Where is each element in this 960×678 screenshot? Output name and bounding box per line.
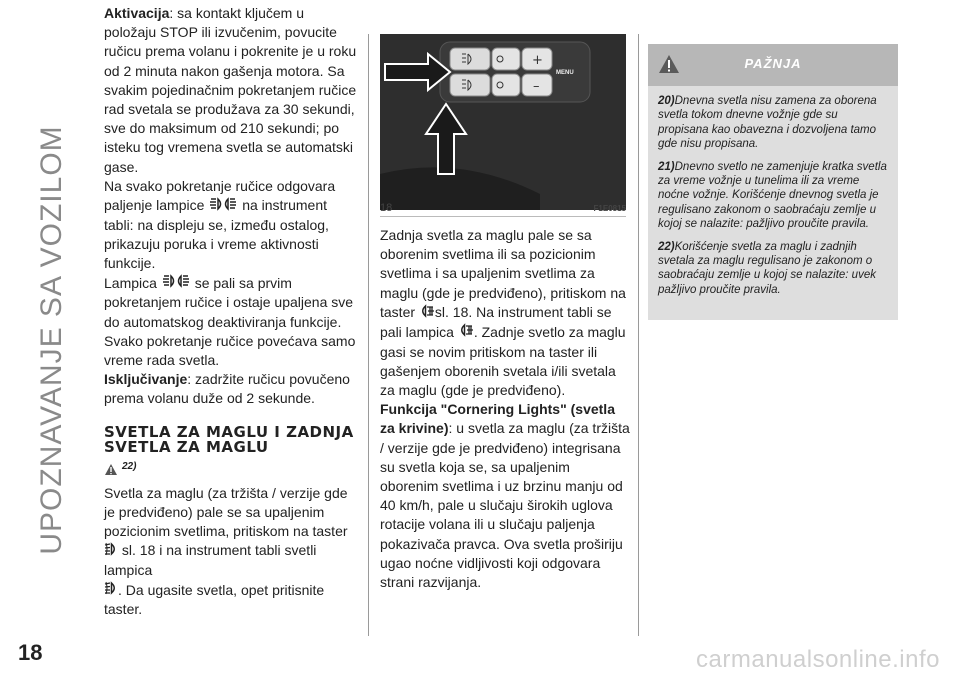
warning-box <box>648 44 898 320</box>
figure-caption <box>380 200 626 217</box>
warning-note-text: Dnevno svetlo ne zamenjuje kratka svetla za vreme vožnje u tunelima ili za vreme noćne vožnje. Korišćenje dnevnog svetla je regulisano zakonom o saobraćaju zemlje u kojoj se nalazite: pažljivo proučite pravila. <box>658 160 887 231</box>
figure-code: F1E0815 <box>593 204 626 213</box>
svg-text:+: + <box>532 53 543 68</box>
warning-notes <box>648 86 898 297</box>
menu-label: MENU <box>556 70 574 76</box>
activation-text: : sa kontakt ključem u položaju STOP ili izvučenim, povucite ručicu prema volanu i pokrenite je u roku od 2 minuta nakon gašenja motora. Sa svakim pojedinačnim pokretanjem ručice rad svetala se produžava za 30 sekundi, sve do maksimum od 210 sekundi; po isteku tog vremena svetla se automatski gase. <box>104 5 357 175</box>
rear-fog-icon <box>419 304 435 323</box>
rear-fog-text-a: Zadnja svetla za maglu pale se sa oborenim svetlima ili sa pozicionim svetlima i sa upaljenim svetlima za maglu (gde je predviđeno), pritiskom na taster <box>380 227 626 320</box>
rear-fog-lamp-icon <box>458 323 474 342</box>
text-column-2 <box>380 226 632 592</box>
watermark: carmanualsonline.info <box>696 646 940 673</box>
warning-note-number: 20) <box>658 95 675 107</box>
front-fog-text-a: Svetla za maglu (za tržišta / verzije gde je predviđeno) pale se sa upaljenim pozicionim svetlima, pritiskom na taster <box>104 484 348 540</box>
figure-number: 18 <box>380 202 393 214</box>
deactivation-label: Isključivanje <box>104 371 188 388</box>
warning-note <box>658 94 888 152</box>
warning-note <box>658 240 888 298</box>
page-number: 18 <box>18 640 43 665</box>
lamp-text-b: se pali sa prvim pokretanjem ručice i ostaje upaljena sve do automatskog deaktiviranja funkcije. Svako pokretanje ručice povećava samo vreme rada svetla. <box>104 274 356 369</box>
warning-triangle-icon <box>104 463 118 476</box>
lamp-text-a: Lampica <box>104 274 157 291</box>
warning-note-number: 21) <box>658 160 675 173</box>
lamp-on-text-a: Na svako pokretanje ručice odgovara paljenje lampice <box>104 177 336 214</box>
front-fog-lamp-icon <box>104 581 118 600</box>
paragraph-activation <box>104 4 358 177</box>
warning-reference <box>104 457 358 476</box>
fog-switch-illustration <box>380 34 626 210</box>
lamp-on-text-b: na instrument tabli: na displeju se, između ostalog, prikazuju poruka i vreme aktivnosti funkcije. <box>104 197 329 272</box>
rear-fog-text-b: sl. 18. Na instrument tabli se pali lampica <box>380 303 612 340</box>
front-fog-text-b: sl. 18 i na instrument tabli svetli lampica <box>104 542 317 579</box>
warning-note-number: 22) <box>658 240 675 253</box>
cornering-lights-text: : u svetla za maglu (za tržišta / verzije gde je predviđeno) integrisana su svetla koja se, sa upaljenim oborenim svetlima i uz brzinu manju od 40 km/h, pale u slučaju širokih uglova rotacije volana ili u slučaju paljenja pokazivača pravca. Ova svetla proširiju ugao noćne vidljivosti koji odgovara strani razvijanja. <box>380 420 630 591</box>
column-divider-left <box>368 34 369 636</box>
warning-note-text: Dnevna svetla nisu zamena za oborena svetla tokom dnevne vožnje gde su propisana kao obavezna i dozvoljena tamo gde nisu propisana. <box>658 95 877 151</box>
activation-label: Aktivacija <box>104 5 170 21</box>
deactivation-text: : zadržite ručicu povučeno prema volanu duže od 2 sekunde. <box>104 371 350 407</box>
warning-note-text: Korišćenje svetla za maglu i zadnjih svetala za maglu regulisano je zakonom o saobraćaju zemlje u kojoj se nalazite: uvek pažljivo proučite pravila. <box>658 240 876 296</box>
paragraph-lamp <box>104 274 358 371</box>
paragraph-cornering-lights <box>380 400 632 592</box>
front-fog-text-c: . Da ugasite svetla, opet pritisnite taster. <box>104 581 325 618</box>
warning-note <box>658 160 888 232</box>
column-divider-right <box>638 34 639 636</box>
section-heading-fog-lights: SVETLA ZA MAGLU I ZADNJA SVETLA ZA MAGLU <box>104 422 354 456</box>
paragraph-rear-fog <box>380 226 632 400</box>
front-fog-icon <box>104 542 118 561</box>
svg-text:–: – <box>533 79 540 94</box>
follow-me-lamp-icon <box>208 197 238 216</box>
warning-title: PAŽNJA <box>744 56 802 71</box>
figure-fog-light-switch <box>380 34 626 210</box>
warning-header <box>648 44 898 86</box>
paragraph-lamp-on <box>104 177 358 274</box>
cornering-lights-label: Funkcija "Cornering Lights" (svetla za krivine) <box>380 401 615 437</box>
text-column-1 <box>104 4 358 620</box>
rear-fog-text-c: . Zadnje svetlo za maglu gasi se novim pritiskom na taster ili gašenjem oborenih svetala i/ili svetala za maglu (gde je predviđeno). <box>380 323 626 398</box>
paragraph-front-fog <box>104 484 358 620</box>
section-side-title: UPOZNAVANJE SA VOZILOM <box>35 125 68 555</box>
paragraph-deactivation <box>104 370 358 408</box>
follow-me-lamp-icon-2 <box>161 274 191 293</box>
warning-reference-number: 22) <box>122 460 137 472</box>
